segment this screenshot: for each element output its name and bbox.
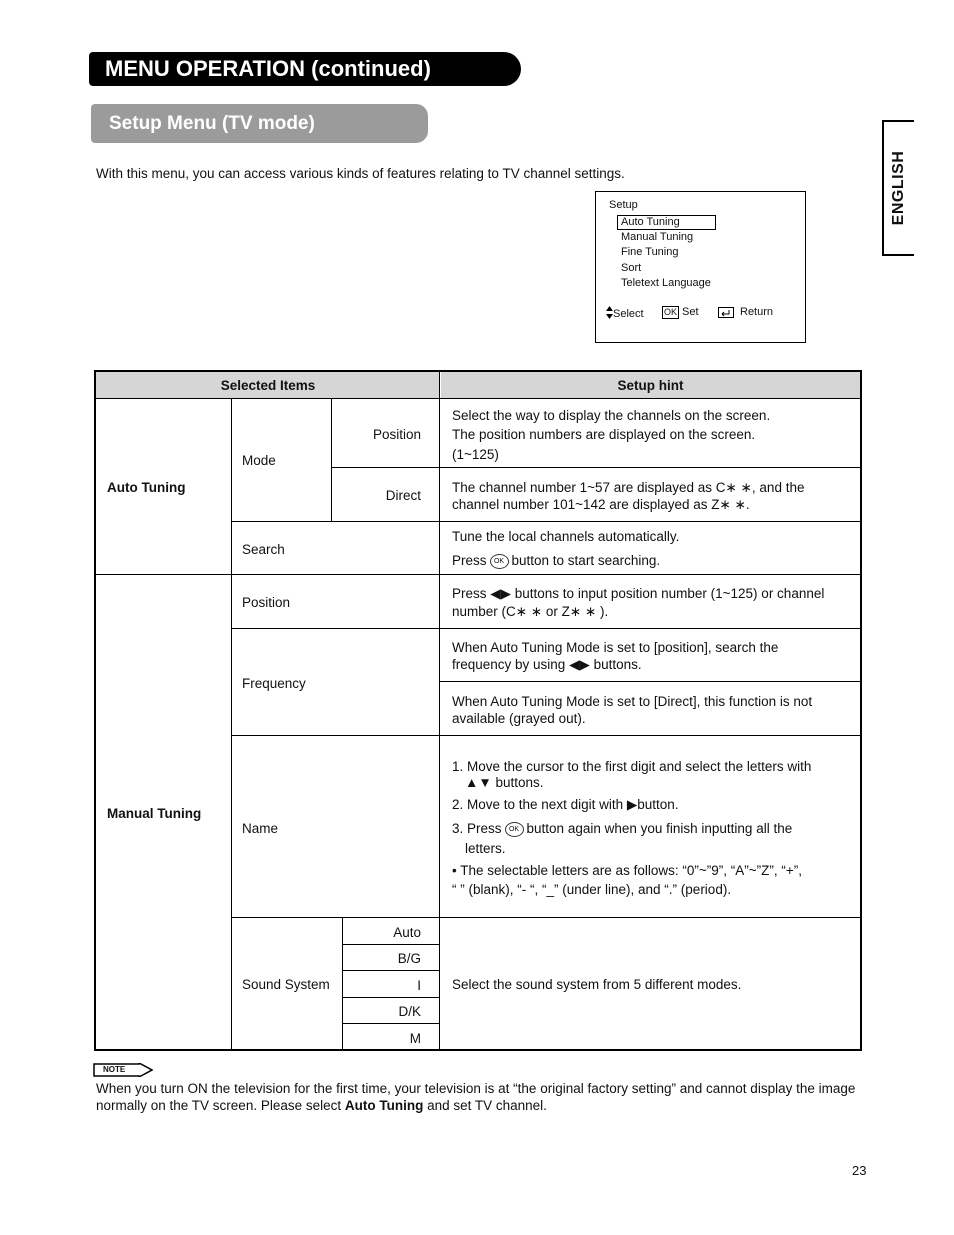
osd-return-label: Return: [740, 306, 774, 318]
sound-system-label: Sound System: [242, 977, 330, 992]
sound-row-rule-3: [342, 997, 439, 998]
auto-tuning-label: Auto Tuning: [107, 480, 186, 495]
osd-select-hint: [606, 306, 644, 320]
osd-return-hint: [718, 306, 773, 318]
ok-button-icon: OK: [505, 822, 524, 837]
language-tab: [882, 120, 914, 256]
osd-item-manual-tuning: Manual Tuning: [621, 231, 694, 243]
note-text-part-2: and set TV channel.: [423, 1098, 547, 1113]
header-setup-hint: Setup hint: [441, 372, 860, 399]
hint-column-rule: [439, 372, 440, 1049]
language-tab-label: ENGLISH: [890, 150, 907, 226]
name-sound-rule: [231, 917, 860, 918]
position-mode-label: Position: [372, 427, 421, 442]
name-hint-1-line-2: ▲▼ buttons.: [465, 775, 544, 790]
auto-manual-rule: [96, 574, 860, 575]
name-hint-1-line-1: 1. Move the cursor to the first digit and select the letters with: [452, 759, 812, 774]
return-key-icon: [718, 307, 734, 318]
note-text-bold: Auto Tuning: [344, 1098, 424, 1113]
sound-mode-dk: D/K: [398, 1004, 421, 1019]
name-label: Name: [242, 821, 279, 836]
osd-item-teletext-language: Teletext Language: [621, 277, 711, 289]
frequency-hint-2-line-1: When Auto Tuning Mode is set to [Direct], this function is not: [452, 694, 813, 709]
name-hint-2: 2. Move to the next digit with ▶button.: [452, 797, 679, 812]
sound-mode-m: M: [409, 1031, 421, 1046]
position-hint-line-2: The position numbers are displayed on the screen.: [452, 427, 756, 442]
manual-position-hint-line-2: number (C∗ ∗ or Z∗ ∗ ).: [452, 604, 609, 619]
osd-select-label: Select: [613, 308, 644, 320]
sound-mode-i: I: [417, 978, 421, 993]
frequency-label: Frequency: [242, 676, 306, 691]
search-hint-press: Press: [452, 553, 487, 568]
intro-text: With this menu, you can access various kinds of features relating to TV channel settings.: [96, 166, 625, 181]
frequency-name-rule: [231, 735, 860, 736]
frequency-hint-1-line-1: When Auto Tuning Mode is set to [position], search the: [452, 640, 779, 655]
mode-search-rule: [231, 521, 860, 522]
name-hint-3-rest: button again when you finish inputting all the: [526, 821, 793, 836]
name-hint-3-press: 3. Press: [452, 821, 502, 836]
sound-mode-bg: B/G: [397, 951, 421, 966]
search-hint-rest: button to start searching.: [511, 553, 661, 568]
search-hint-line-1: Tune the local channels automatically.: [452, 529, 680, 544]
note-badge-label: NOTE: [103, 1065, 126, 1074]
page-number: 23: [852, 1163, 867, 1178]
osd-item-fine-tuning: Fine Tuning: [621, 246, 679, 258]
osd-set-hint: [662, 306, 699, 319]
search-hint-line-2: [452, 552, 660, 569]
position-direct-rule: [331, 467, 860, 468]
sound-row-rule-1: [342, 944, 439, 945]
direct-hint-line-2: channel number 101~142 are displayed as Z∗ ∗.: [452, 497, 750, 512]
manual-tuning-label: Manual Tuning: [107, 806, 202, 821]
sound-row-rule-4: [342, 1023, 439, 1024]
note-text-part-1: When you turn ON the television for the first time, your television is at “the original factory setting” and cannot display the image normally on the TV screen. Please select: [96, 1081, 856, 1113]
ok-button-icon: OK: [490, 554, 509, 569]
position-frequency-rule: [231, 628, 860, 629]
sound-row-rule-2: [342, 970, 439, 971]
section-title: MENU OPERATION (continued): [89, 52, 521, 86]
up-down-arrow-icon: [606, 306, 613, 319]
osd-set-label: Set: [682, 306, 699, 318]
name-hint-4-line-1: • The selectable letters are as follows: “0”~”9”, “A”~”Z”, “+”,: [452, 863, 802, 878]
mode-label: Mode: [242, 453, 276, 468]
section-subtitle: Setup Menu (TV mode): [91, 104, 428, 143]
note-text: [96, 1080, 866, 1114]
osd-item-sort: Sort: [621, 262, 642, 274]
header-rule: [96, 398, 860, 399]
frequency-hint-rule: [439, 681, 860, 682]
search-label: Search: [242, 542, 285, 557]
name-hint-4-line-2: “ ” (blank), “- “, “_” (under line), and “.” (period).: [452, 882, 732, 897]
setup-table: [94, 370, 862, 1051]
direct-mode-label: Direct: [385, 488, 421, 503]
position-hint-line-1: Select the way to display the channels on the screen.: [452, 408, 771, 423]
frequency-hint-2-line-2: available (grayed out).: [452, 711, 586, 726]
name-hint-3-line-2: letters.: [465, 841, 506, 856]
position-hint-line-3: (1~125): [452, 447, 499, 462]
osd-title: Setup: [609, 199, 638, 211]
direct-hint-line-1: The channel number 1~57 are displayed as C∗ ∗, and the: [452, 480, 805, 495]
header-selected-items: Selected Items: [96, 372, 440, 399]
sound-mode-auto: Auto: [393, 925, 421, 940]
name-hint-3: [452, 820, 792, 837]
manual-position-hint-line-1: Press ◀▶ buttons to input position number (1~125) or channel: [452, 586, 825, 601]
items-column-rule: [231, 398, 232, 1049]
osd-item-auto-tuning: Auto Tuning: [617, 215, 716, 230]
ok-key-icon: OK: [664, 307, 678, 317]
sound-system-hint: Select the sound system from 5 different modes.: [452, 977, 742, 992]
note-badge: [93, 1063, 153, 1077]
manual-position-label: Position: [242, 595, 291, 610]
frequency-hint-1-line-2: frequency by using ◀▶ buttons.: [452, 657, 642, 672]
setup-menu-osd: [595, 191, 806, 343]
